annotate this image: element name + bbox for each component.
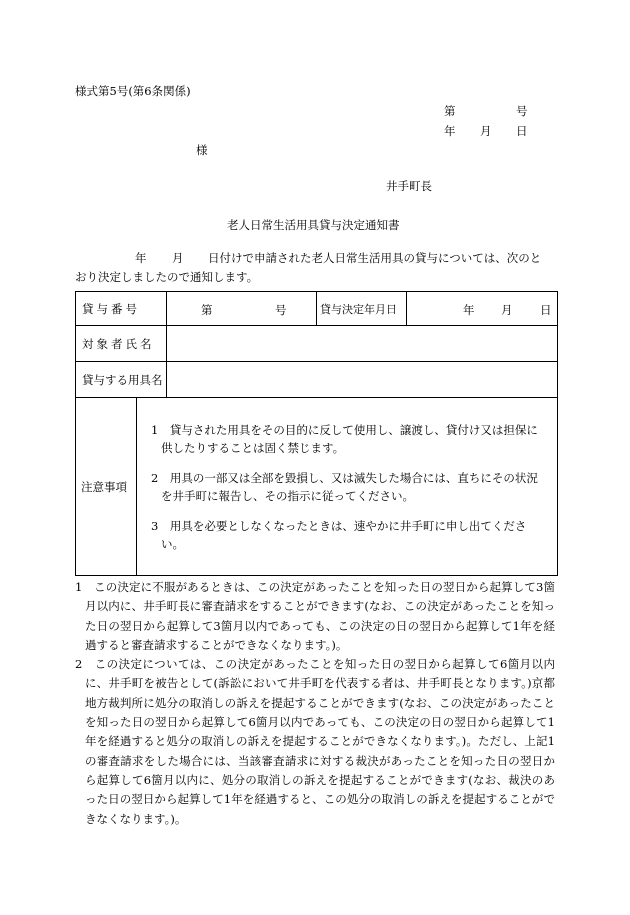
appeal-note-item: 1 この決定に不服があるときは、この決定があったことを知った日の翌日から起算して3箇月以内に、井手町長に審査請求をすることができます(なお、この決定があったことを知った日の翌日から起算して3箇月以内であっても、この決定の日の翌日から起算して1年を経過すると審査請求することができなくなります。)。 — [75, 580, 555, 652]
notice-number-suffix: 号 — [516, 104, 528, 118]
notes-content — [137, 398, 558, 576]
date-year: 年 — [444, 124, 456, 138]
equipment-row — [76, 362, 558, 398]
appeal-notes — [75, 578, 555, 829]
target-name-label: 対象者氏名 — [76, 326, 167, 362]
notes-row — [76, 398, 558, 576]
decision-date-day: 日 — [540, 303, 552, 317]
equipment-field[interactable] — [167, 362, 558, 398]
loan-number-suffix: 号 — [275, 303, 287, 317]
decision-date-label: 貸与決定年月日 — [317, 292, 407, 326]
intro-year: 年 — [135, 251, 147, 265]
intro-month: 月 — [172, 251, 184, 265]
loan-number-field[interactable] — [167, 292, 317, 326]
notice-number-prefix: 第 — [444, 104, 456, 118]
loan-number-label: 貸与番号 — [76, 292, 167, 326]
form-label: 様式第5号(第6条関係) — [75, 84, 191, 98]
date-day: 日 — [516, 124, 528, 138]
intro-line2: おり決定しましたので通知します。 — [75, 270, 259, 284]
note-item: 2 用具の一部又は全部を毀損し、又は滅失した場合には、直ちにその状況を井手町に報告し、その指示に従ってください。 — [151, 470, 538, 503]
loan-form-table — [75, 291, 558, 576]
target-name-row — [76, 326, 558, 362]
recipient-suffix: 様 — [196, 143, 208, 157]
issuer: 井手町長 — [386, 179, 432, 193]
loan-number-row — [76, 292, 558, 326]
decision-date-month: 月 — [501, 303, 513, 317]
note-item: 3 用具を必要としなくなったときは、速やかに井手町に申し出てください。 — [151, 518, 527, 551]
loan-number-prefix: 第 — [201, 303, 213, 317]
note-item: 1 貸与された用具をその目的に反して使用し、譲渡し、貸付け又は担保に供したりすることは固く禁じます。 — [151, 422, 538, 455]
notes-label: 注意事項 — [76, 398, 137, 576]
decision-date-year: 年 — [463, 303, 475, 317]
target-name-field[interactable] — [167, 326, 558, 362]
appeal-note-item: 2 この決定については、この決定があったことを知った日の翌日から起算して6箇月以内に、井手町を被告として(訴訟において井手町を代表する者は、井手町長となります。)京都地方裁判所に処分の取消しの訴えを提起することができます(なお、この決定があったことを知った日の翌日から起算して6箇月以内であっても、この決定の日の翌日から起算して1年を経過すると処分の取消しの訴えを提起することができなくなります。)。ただし、上記1の審査請求をした場合には、当該審査請求に対する裁決があったことを知った日の翌日から起算して6箇月以内に、処分の取消しの訴えを提起することができます(なお、裁決のあった日の翌日から起算して1年を経過すると、この処分の取消しの訴えを提起することができなくなります。)。 — [75, 657, 555, 826]
intro-line1: 日付けで申請された老人日常生活用具の貸与については、次のと — [208, 251, 542, 265]
decision-date-field[interactable] — [407, 292, 558, 326]
date-month: 月 — [480, 124, 492, 138]
document-title: 老人日常生活用具貸与決定通知書 — [227, 218, 400, 232]
equipment-label: 貸与する用具名 — [76, 362, 167, 398]
